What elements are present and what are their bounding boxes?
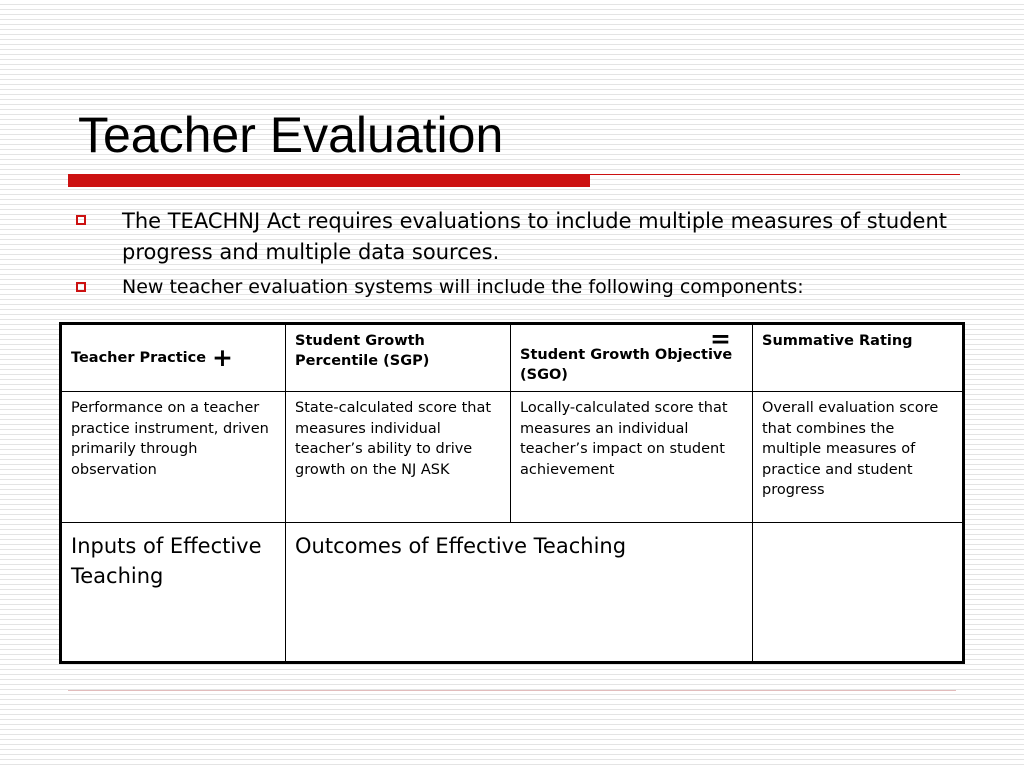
square-bullet-icon	[76, 215, 86, 225]
bullet-text: New teacher evaluation systems will include the following components:	[122, 276, 804, 298]
header-teacher-practice-label: Teacher Practice	[71, 350, 207, 366]
outcomes-cell: Outcomes of Effective Teaching	[286, 523, 753, 663]
equals-operator: =	[710, 324, 731, 353]
header-teacher-practice	[61, 324, 286, 392]
inputs-cell: Inputs of Effective Teaching	[61, 523, 286, 663]
plus-operator: +	[212, 343, 233, 372]
table-header-row	[61, 324, 964, 392]
desc-teacher-practice: Performance on a teacher practice instrument, driven primarily through observation	[61, 392, 286, 523]
footer-divider	[68, 690, 956, 691]
evaluation-components-table	[59, 322, 965, 664]
square-bullet-icon	[76, 282, 86, 292]
bullet-list	[76, 206, 956, 301]
desc-summative: Overall evaluation score that combines the multiple measures of practice and student progress	[753, 392, 964, 523]
bullet-item	[76, 274, 956, 301]
header-sgo	[511, 324, 753, 392]
bullet-item	[76, 206, 956, 268]
title-underline-line	[590, 174, 960, 175]
slide-title: Teacher Evaluation	[78, 107, 504, 163]
bullet-text: The TEACHNJ Act requires evaluations to include multiple measures of student progress and multiple data sources.	[122, 209, 947, 264]
title-underline-bar	[68, 174, 590, 187]
header-summative-label: Summative Rating	[762, 333, 913, 349]
desc-sgo: Locally-calculated score that measures an individual teacher’s impact on student achievement	[511, 392, 753, 523]
header-sgp	[286, 324, 511, 392]
table-description-row	[61, 392, 964, 523]
header-sgp-label: Student Growth Percentile (SGP)	[295, 333, 430, 369]
header-sgo-label: Student Growth Objective (SGO)	[520, 347, 733, 383]
table-outcomes-row	[61, 523, 964, 663]
empty-summative-cell	[753, 523, 964, 663]
header-summative	[753, 324, 964, 392]
desc-sgp: State-calculated score that measures individual teacher’s ability to drive growth on the NJ ASK	[286, 392, 511, 523]
